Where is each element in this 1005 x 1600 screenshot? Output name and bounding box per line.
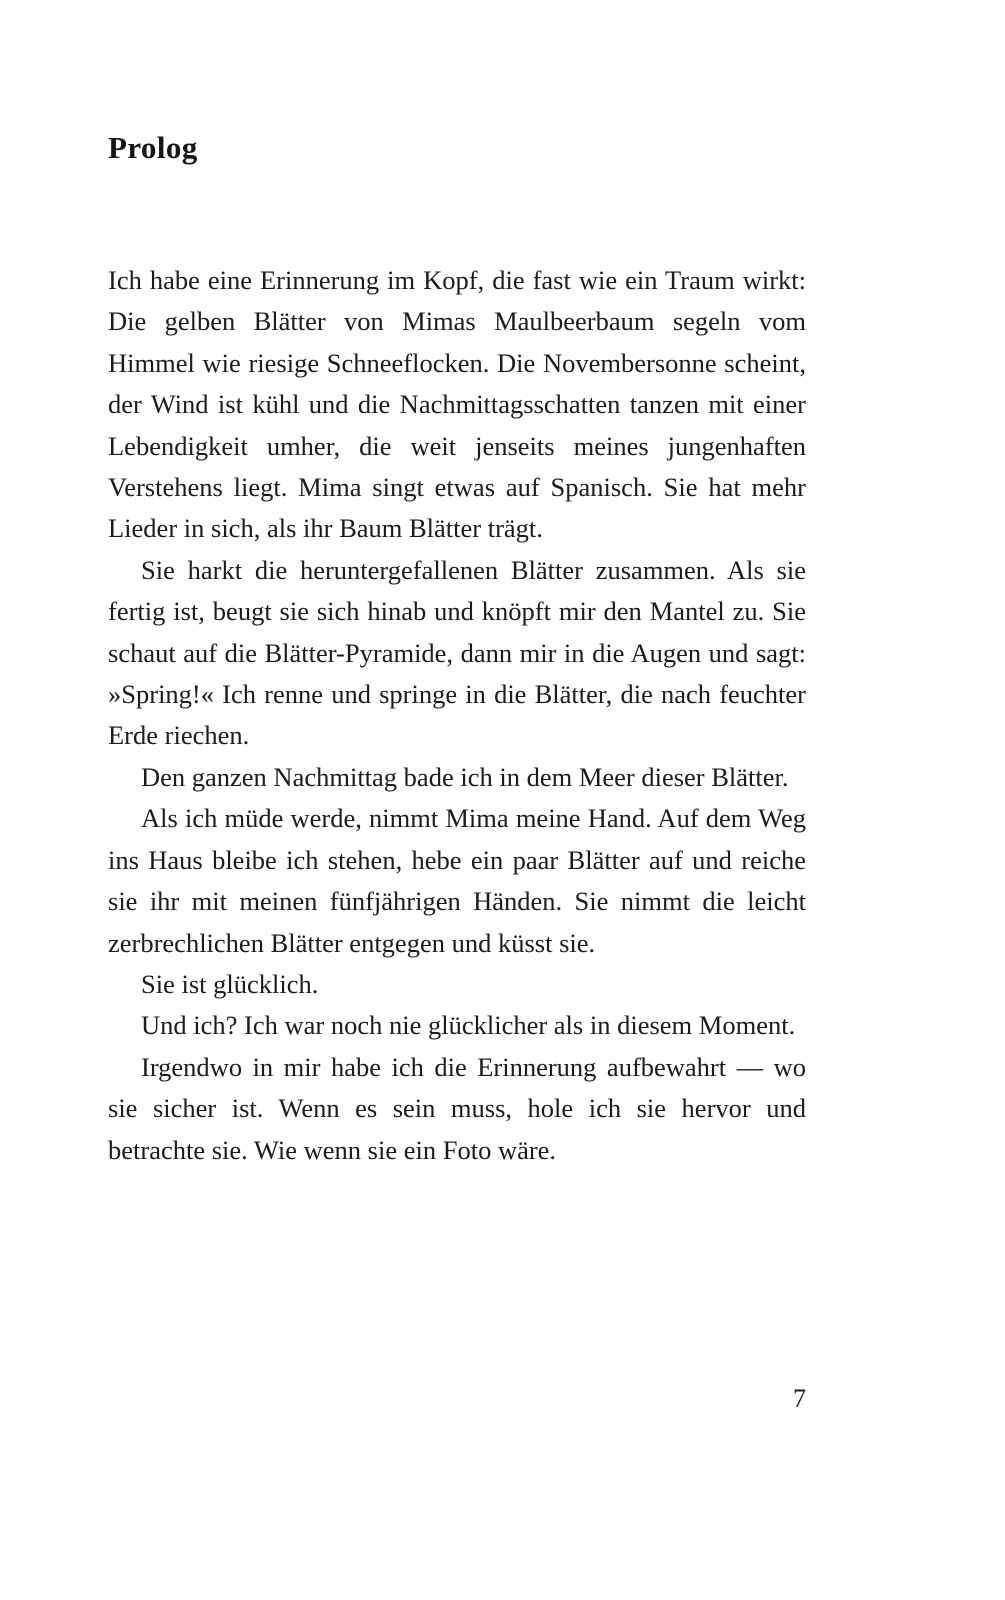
paragraph: Irgendwo in mir habe ich die Erinnerung aufbewahrt — wo sie sicher ist. Wenn es sein muss, hole ich sie hervor und betrachte sie. Wie wenn sie ein Foto wäre. [108, 1051, 806, 1165]
body-copy [108, 260, 806, 1171]
paragraph: Und ich? Ich war noch nie glücklicher als in diesem Moment. [141, 1010, 796, 1041]
page-text-block [108, 128, 806, 1171]
paragraph: Als ich müde werde, nimmt Mima meine Hand. Auf dem Weg ins Haus bleibe ich stehen, hebe ein paar Blätter auf und reiche sie ihr mit meinen fünfjährigen Händen. Sie nimmt die leicht zerbrechlichen Blätter entgegen und küsst sie. [108, 803, 806, 958]
chapter-heading: Prolog [108, 130, 198, 165]
paragraph: Sie ist glücklich. [141, 968, 319, 999]
paragraph: Den ganzen Nachmittag bade ich in dem Meer dieser Blätter. [141, 761, 789, 792]
paragraph: Ich habe eine Erinnerung im Kopf, die fast wie ein Traum wirkt: Die gelben Blätter von Mimas Maulbeerbaum segeln vom Himmel wie riesige Schneeflocken. Die Novembersonne scheint, der Wind ist kühl und die Nachmittagsschatten tanzen mit einer Lebendigkeit umher, die weit jenseits meines jungenhaften Verstehens liegt. Mima singt etwas auf Spanisch. Sie hat mehr Lieder in sich, als ihr Baum Blätter trägt. [108, 265, 806, 544]
page-number: 7 [793, 1384, 806, 1413]
paragraph: Sie harkt die heruntergefallenen Blätter zusammen. Als sie fertig ist, beugt sie sich hinab und knöpft mir den Mantel zu. Sie schaut auf die Blätter-Pyramide, dann mir in die Augen und sagt: »Spring!« Ich renne und springe in die Blätter, die nach feuchter Erde riechen. [108, 554, 806, 751]
